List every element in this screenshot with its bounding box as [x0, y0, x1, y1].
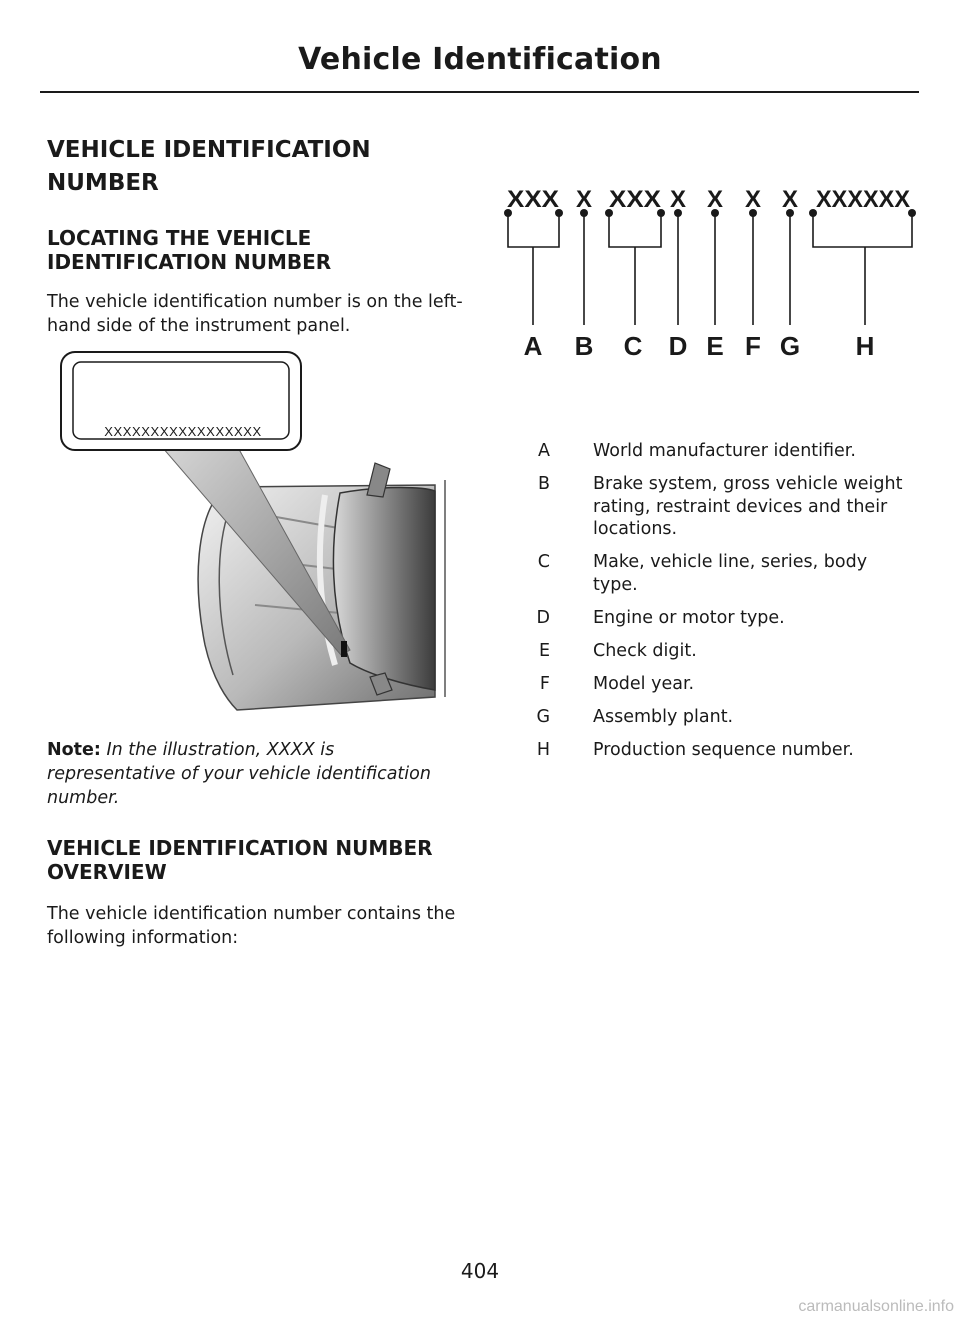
- vin-chars-c: XXX: [609, 186, 661, 213]
- vin-breakdown-diagram: [490, 180, 930, 370]
- legend-desc: Make, vehicle line, series, body type.: [593, 552, 868, 595]
- section-title-vin: VEHICLE IDENTIFICATION NUMBER: [47, 137, 371, 196]
- legend-key: A: [538, 441, 550, 461]
- page-number: 404: [460, 1259, 500, 1283]
- section-title-vin-overview: VEHICLE IDENTIFICATION NUMBER OVERVIEW: [47, 836, 433, 884]
- locating-paragraph: The vehicle identification number is on the left-hand side of the instrument panel.: [47, 292, 463, 336]
- legend-row: [520, 473, 920, 541]
- vin-legend: [520, 440, 920, 772]
- legend-desc: Check digit.: [593, 640, 697, 661]
- legend-desc: Brake system, gross vehicle weight rating, restraint devices and their locations.: [593, 474, 903, 539]
- vin-chars-d: X: [669, 186, 687, 213]
- legend-row: [520, 440, 920, 463]
- legend-key: F: [539, 673, 550, 694]
- vin-chars-f: X: [744, 186, 762, 213]
- legend-row: [520, 551, 920, 596]
- legend-key: E: [538, 640, 550, 661]
- vin-label-text: XXXXXXXXXXXXXXXXX: [104, 424, 262, 439]
- legend-row: [520, 673, 920, 696]
- vin-letter-g: G: [779, 331, 801, 361]
- vin-chars-a: XXX: [507, 186, 559, 213]
- legend-desc: Engine or motor type.: [593, 607, 785, 628]
- legend-row: [520, 706, 920, 729]
- vin-letter-f: F: [745, 331, 761, 361]
- vin-chars-b: X: [575, 186, 593, 213]
- vin-letter-a: A: [523, 331, 543, 361]
- legend-row: [520, 739, 920, 762]
- vin-chars-h: XXXXXX: [816, 186, 910, 213]
- note-paragraph: [47, 738, 467, 810]
- vin-letter-b: B: [574, 331, 594, 361]
- legend-desc: World manufacturer identifier.: [593, 441, 856, 461]
- legend-key: G: [536, 706, 550, 727]
- note-text: In the illustration, XXXX is representative of your vehicle identification number.: [47, 740, 431, 808]
- legend-key: H: [536, 739, 550, 760]
- vehicle-dashboard-illustration: [55, 345, 455, 720]
- legend-key: B: [537, 474, 550, 494]
- vin-chars-g: X: [781, 186, 799, 213]
- vin-letter-e: E: [706, 331, 724, 361]
- section-subtitle-locating: LOCATING THE VEHICLE IDENTIFICATION NUMBER: [47, 226, 332, 274]
- legend-row: [520, 607, 920, 630]
- watermark: carmanualsonline.info: [798, 1298, 954, 1315]
- note-label: Note:: [47, 740, 101, 760]
- legend-desc: Assembly plant.: [593, 706, 734, 727]
- legend-key: C: [537, 552, 550, 572]
- vin-letter-h: H: [855, 331, 875, 361]
- overview-paragraph: The vehicle identification number contains the following information:: [47, 904, 456, 948]
- vin-letter-c: C: [623, 331, 643, 361]
- legend-desc: Model year.: [593, 673, 695, 694]
- vin-chars-e: X: [706, 186, 724, 213]
- page-header-title: Vehicle Identification: [298, 42, 662, 77]
- header-divider: [40, 91, 919, 93]
- legend-key: D: [536, 607, 550, 628]
- legend-row: [520, 640, 920, 663]
- legend-desc: Production sequence number.: [593, 739, 854, 760]
- vin-letter-d: D: [668, 331, 688, 361]
